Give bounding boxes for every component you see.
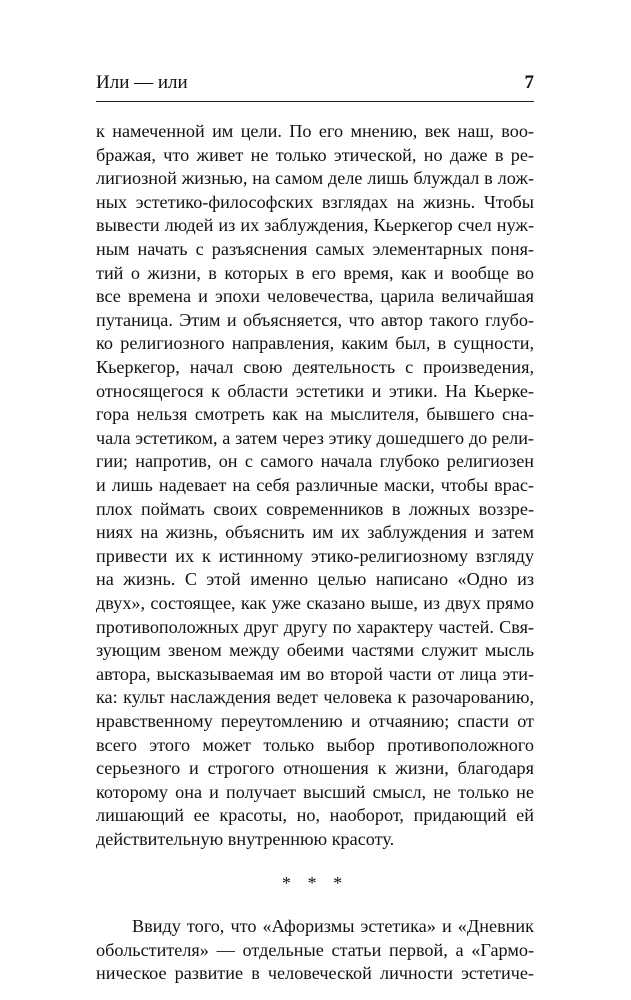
text-line: путаница. Этим и объясняется, что автор такого глубо- [96,309,534,330]
page-number: 7 [524,72,534,93]
text-line: всего этого может только выбор противоположного [96,734,534,755]
text-line: автора, высказываемая им во второй части от лица эти- [96,663,534,684]
text-line: которому она и получает высший смысл, не только не [96,781,534,802]
text-line: обольстителя» — отдельные статьи первой, а «Гармо- [96,939,534,960]
text-line: ниях на жизнь, объяснить им их заблуждения и затем [96,522,534,543]
text-line: Кьеркегор, начал свою деятельность с произведения, [96,357,534,377]
text-line: лигиозной жизнью, на самом деле лишь блуждал в лож- [96,168,534,189]
text-line: чала эстетиком, а затем через этику дошедшего до рели- [96,427,534,448]
text-line: бражая, что живет не только этической, но даже в ре- [96,144,534,165]
text-line: противоположных друг другу по характеру частей. Свя- [96,616,534,637]
text-line: лишающий ее красоты, но, наоборот, придающий ей [96,805,534,826]
text-line: серьезного и строгого отношения к жизни, благодаря [96,758,534,779]
text-line: гии; напротив, он с самого начала глубоко религиозен [96,451,534,472]
text-line: к намеченной им цели. По его мнению, век наш, воо- [96,121,534,141]
text-line: ных эстетико-философских взглядах на жизнь. Чтобы [96,191,534,212]
text-line: вывести людей из их заблуждения, Кьеркегор счел нуж- [96,215,534,236]
text-line: двух», состоящее, как уже сказано выше, из двух прямо [96,593,534,613]
text-line: плох поймать своих современников в ложных воззре- [96,498,534,519]
running-title: Или — или [96,72,188,93]
text-line: относящегося к области эстетики и этики. На Кьерке- [96,380,534,401]
text-line: тий о жизни, в которых в его время, как и вообще во [96,262,534,283]
text-line: гора нельзя смотреть как на мыслителя, бывшего сна- [96,404,534,425]
text-line: зующим звеном между обеими частями служит мысль [96,640,534,661]
text-line: Ввиду того, что «Афоризмы эстетика» и «Дневник [132,916,534,937]
text-line: ка: культ наслаждения ведет человека к разочарованию, [96,687,534,708]
text-line: ко религиозного направления, каким был, в сущности, [96,333,534,354]
text-line: и лишь надевает на себя различные маски, чтобы врас- [96,475,534,495]
text-line: ным начать с разъяснения самых элементарных поня- [96,239,534,259]
section-separator: * * * [281,872,349,893]
text-line: действительную внутреннюю красоту. [96,829,395,849]
header-rule [96,101,534,102]
text-line: привести их к истинному этико-религиозному взгляду [96,545,534,566]
text-line: все времена и эпохи человечества, царила величайшая [96,286,534,307]
text-line: на жизнь. С этой именно целью написано «Одно из [96,569,534,590]
text-line: нравственному переутомлению и отчаянию; спасти от [96,711,534,731]
text-line: ническое развитие в человеческой личности эстетиче- [96,963,534,984]
running-head [96,70,534,96]
